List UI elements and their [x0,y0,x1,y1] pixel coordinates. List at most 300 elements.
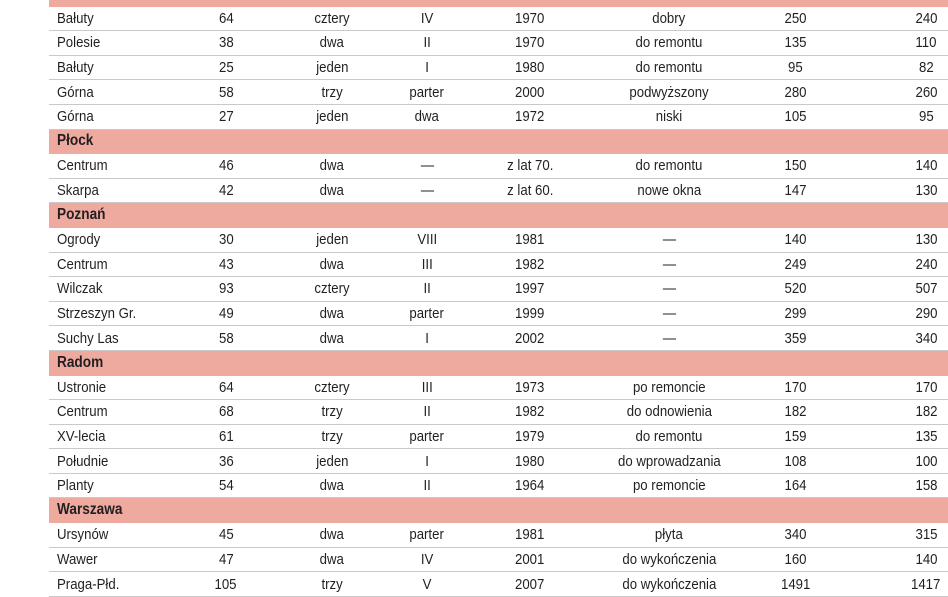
rooms-cell [275,301,389,326]
rooms-cell [275,375,389,400]
area-cell [177,104,275,129]
district-cell [49,252,177,277]
district-cell-text: Bałuty [57,9,94,27]
area-cell [177,80,275,105]
floor-cell-text: III [421,378,433,396]
condition-cell [595,154,743,179]
district-cell-text: Planty [57,477,94,495]
table-row [49,154,948,179]
price-cell-2 [848,277,948,302]
district-cell [49,473,177,498]
table-row [49,301,948,326]
year-cell-text: 1997 [515,280,545,298]
rooms-cell [275,227,389,252]
price-cell-2-text: 507 [915,280,938,298]
condition-cell-text: do remontu [635,157,703,175]
condition-cell [595,523,743,548]
year-cell [465,80,595,105]
price-cell [743,80,848,105]
area-cell [177,301,275,326]
floor-cell [389,473,465,498]
city-name: Płock [57,132,94,150]
district-cell [49,178,177,203]
price-cell-2-text: 260 [915,83,938,101]
price-cell-text: 160 [784,550,807,568]
rooms-cell-text: trzy [321,403,343,421]
rooms-cell-text: trzy [321,575,343,593]
price-cell-text: 95 [788,59,803,77]
floor-cell-text: I [425,329,429,347]
rooms-cell-text: dwa [319,329,345,347]
table-row [49,227,948,252]
year-cell [465,178,595,203]
price-cell-text: 182 [784,403,807,421]
area-cell-text: 36 [218,452,234,470]
city-name: Poznań [57,206,106,224]
floor-cell-text: II [423,34,431,52]
district-cell [49,55,177,80]
district-cell-text: Wawer [57,550,98,568]
condition-cell-text: po remoncie [632,378,706,396]
floor-cell [389,400,465,425]
price-cell-2-text: 130 [915,182,938,200]
floor-cell [389,277,465,302]
year-cell-text: 2002 [515,329,545,347]
condition-cell-text: do remontu [635,59,703,77]
price-cell-2-text: 82 [918,59,934,77]
table-row [49,523,948,548]
price-cell-2-text: 315 [915,526,938,544]
district-cell [49,301,177,326]
area-cell [177,523,275,548]
district-cell-text: Górna [57,108,94,126]
price-cell [743,55,848,80]
condition-cell [595,547,743,572]
condition-cell [595,104,743,129]
condition-cell-text: do wykończenia [622,550,716,568]
district-cell [49,154,177,179]
district-cell [49,104,177,129]
area-cell-text: 38 [218,34,234,52]
rooms-cell-text: dwa [319,305,345,323]
rooms-cell-text: dwa [319,477,345,495]
rooms-cell [275,55,389,80]
rooms-cell-text: dwa [319,526,345,544]
price-cell-text: 170 [784,378,807,396]
rooms-cell [275,523,389,548]
floor-cell [389,31,465,56]
condition-cell [595,178,743,203]
price-cell [743,473,848,498]
floor-cell [389,80,465,105]
area-cell [177,547,275,572]
rooms-cell [275,547,389,572]
price-cell-2-text: 100 [915,452,938,470]
table-row [49,31,948,56]
area-cell [177,31,275,56]
condition-cell-text: niski [655,108,683,126]
district-cell [49,227,177,252]
year-cell-text: 1970 [515,34,545,52]
area-cell-text: 54 [218,477,234,495]
table-row [49,55,948,80]
year-cell-text: 1981 [515,231,545,249]
rooms-cell-text: cztery [314,378,350,396]
year-cell-text: 1980 [515,452,545,470]
floor-cell [389,178,465,203]
floor-cell-text: parter [409,305,445,323]
floor-cell [389,252,465,277]
city-header-cell [49,350,948,375]
condition-cell-text: płyta [655,526,683,544]
floor-cell [389,326,465,351]
condition-cell-text: dobry [652,9,686,27]
table-row [49,80,948,105]
year-cell-text: 1982 [515,255,545,273]
condition-cell-text: — [662,231,676,249]
area-cell-text: 93 [218,280,234,298]
area-cell-text: 49 [218,305,234,323]
city-header-row [49,498,948,523]
floor-cell-text: IV [420,9,434,27]
year-cell-text: z lat 60. [506,182,554,200]
price-cell-text: 159 [784,427,807,445]
year-cell-text: 1972 [515,108,545,126]
city-name: Radom [57,353,104,371]
price-cell-text: 250 [784,9,807,27]
district-cell [49,547,177,572]
floor-cell-text: I [425,59,429,77]
condition-cell-text: do remontu [635,34,703,52]
condition-cell [595,301,743,326]
district-cell-text: Polesie [57,34,101,52]
apartment-price-table [49,0,948,597]
price-cell-text: 1491 [780,575,811,593]
rooms-cell-text: jeden [315,108,349,126]
district-cell-text: Górna [57,83,94,101]
condition-cell [595,473,743,498]
year-cell [465,301,595,326]
floor-cell-text: IV [420,550,434,568]
price-cell-2-text: 130 [915,231,938,249]
rooms-cell [275,277,389,302]
district-cell-text: Ursynów [57,526,109,544]
area-cell-text: 27 [218,108,234,126]
floor-cell-text: V [422,575,432,593]
price-cell-text: 147 [784,182,807,200]
price-cell-text: 164 [784,477,807,495]
area-cell [177,326,275,351]
price-cell [743,154,848,179]
rooms-cell-text: dwa [319,157,345,175]
condition-cell-text: po remoncie [632,477,706,495]
price-cell-2 [848,154,948,179]
rooms-cell-text: trzy [321,83,343,101]
rooms-cell [275,326,389,351]
price-cell-text: 135 [784,34,807,52]
condition-cell-text: do wykończenia [622,575,716,593]
year-cell-text: z lat 70. [506,157,554,175]
year-cell [465,154,595,179]
district-cell-text: Południe [57,452,109,470]
year-cell [465,473,595,498]
price-cell [743,31,848,56]
city-name: Warszawa [57,501,123,519]
year-cell [465,424,595,449]
floor-cell-text: parter [409,83,445,101]
area-cell-text: 61 [218,427,234,445]
floor-cell-text: III [421,255,433,273]
floor-cell-text: — [420,182,434,200]
floor-cell-text: parter [409,427,445,445]
year-cell [465,523,595,548]
price-cell-2 [848,227,948,252]
area-cell-text: 64 [218,9,234,27]
condition-cell [595,227,743,252]
year-cell-text: 1999 [515,305,545,323]
area-cell [177,154,275,179]
condition-cell [595,252,743,277]
area-cell [177,178,275,203]
district-cell [49,80,177,105]
condition-cell [595,277,743,302]
district-cell-text: Ogrody [57,231,101,249]
rooms-cell-text: trzy [321,427,343,445]
price-cell [743,6,848,31]
floor-cell [389,301,465,326]
price-cell [743,178,848,203]
floor-cell-text: VIII [417,231,437,249]
price-cell-2-text: 290 [915,305,938,323]
city-header-row [49,129,948,154]
rooms-cell [275,31,389,56]
floor-cell-text: I [425,452,429,470]
district-cell-text: Ustronie [57,378,107,396]
price-cell-2 [848,80,948,105]
year-cell-text: 1981 [515,526,545,544]
area-cell [177,6,275,31]
district-cell [49,326,177,351]
district-cell [49,277,177,302]
floor-cell [389,154,465,179]
floor-cell-text: II [423,403,431,421]
district-cell-text: Skarpa [57,182,99,200]
price-cell [743,424,848,449]
table-row [49,547,948,572]
table-row [49,104,948,129]
year-cell [465,252,595,277]
district-cell-text: Praga-Płd. [57,575,120,593]
price-cell-2 [848,424,948,449]
year-cell [465,400,595,425]
table-row [49,6,948,31]
rooms-cell-text: dwa [319,550,345,568]
price-cell-2-text: 182 [915,403,938,421]
year-cell-text: 1964 [515,477,545,495]
condition-cell [595,326,743,351]
price-cell [743,252,848,277]
floor-cell [389,523,465,548]
district-cell-text: Bałuty [57,59,94,77]
rooms-cell [275,104,389,129]
table-row [49,400,948,425]
price-cell-2-text: 110 [915,34,937,52]
year-cell-text: 2001 [515,550,545,568]
condition-cell [595,6,743,31]
year-cell [465,104,595,129]
price-cell-2-text: 140 [915,550,938,568]
price-cell [743,547,848,572]
floor-cell [389,227,465,252]
year-cell-text: 1973 [515,378,545,396]
condition-cell [595,400,743,425]
floor-cell-text: II [423,280,431,298]
area-cell-text: 42 [218,182,234,200]
rooms-cell [275,6,389,31]
city-header-cell [49,129,948,154]
price-cell [743,301,848,326]
price-cell-2 [848,6,948,31]
table-row [49,252,948,277]
year-cell-text: 1970 [515,9,545,27]
district-cell-text: Centrum [57,403,108,421]
condition-cell-text: — [662,329,676,347]
district-cell [49,375,177,400]
floor-cell-text: II [423,477,431,495]
floor-cell [389,6,465,31]
district-cell-text: Suchy Las [57,329,119,347]
condition-cell-text: do remontu [635,427,703,445]
rooms-cell [275,400,389,425]
condition-cell-text: — [662,305,676,323]
district-cell-text: Strzeszyn Gr. [57,305,137,323]
price-cell-2 [848,547,948,572]
district-cell-text: Wilczak [57,280,103,298]
district-cell [49,400,177,425]
area-cell-text: 58 [218,83,234,101]
year-cell [465,6,595,31]
area-cell-text: 30 [218,231,234,249]
price-cell-text: 359 [784,329,807,347]
city-header-row [49,203,948,228]
area-cell-text: 64 [218,378,234,396]
table-body [49,0,948,596]
table-row [49,424,948,449]
rooms-cell-text: cztery [314,9,350,27]
year-cell-text: 1979 [515,427,545,445]
table-row [49,449,948,474]
rooms-cell [275,424,389,449]
area-cell-text: 45 [218,526,234,544]
district-cell [49,449,177,474]
year-cell [465,227,595,252]
area-cell [177,375,275,400]
city-header-row [49,350,948,375]
floor-cell-text: — [420,157,434,175]
price-cell-2 [848,104,948,129]
year-cell-text: 1982 [515,403,545,421]
area-cell-text: 46 [218,157,234,175]
price-cell-text: 299 [784,305,807,323]
city-name [57,0,89,3]
price-cell-2-text: 158 [915,477,938,495]
price-cell [743,277,848,302]
price-cell-2 [848,473,948,498]
district-cell [49,424,177,449]
price-cell-2-text: 95 [918,108,934,126]
area-cell [177,252,275,277]
price-cell-text: 340 [784,526,807,544]
area-cell [177,55,275,80]
price-cell-2 [848,449,948,474]
price-cell-2-text: 135 [915,427,938,445]
price-cell-2-text: 1417 [911,575,941,593]
floor-cell-text: dwa [414,108,440,126]
rooms-cell-text: dwa [319,255,345,273]
floor-cell [389,424,465,449]
price-cell [743,400,848,425]
rooms-cell [275,178,389,203]
price-cell-text: 249 [784,255,807,273]
year-cell [465,31,595,56]
year-cell [465,375,595,400]
floor-cell [389,104,465,129]
price-cell-2 [848,55,948,80]
price-cell-2-text: 140 [915,157,938,175]
city-header-cell [49,498,948,523]
area-cell [177,424,275,449]
price-cell [743,375,848,400]
district-cell [49,6,177,31]
condition-cell [595,80,743,105]
condition-cell [595,31,743,56]
area-cell [177,449,275,474]
area-cell [177,400,275,425]
district-cell [49,523,177,548]
condition-cell [595,424,743,449]
price-cell-2 [848,178,948,203]
price-cell [743,227,848,252]
district-cell-text: Centrum [57,157,108,175]
condition-cell-text: — [662,280,676,298]
rooms-cell [275,473,389,498]
floor-cell [389,449,465,474]
area-cell [177,473,275,498]
table-row [49,473,948,498]
year-cell [465,326,595,351]
area-cell [177,227,275,252]
price-cell-text: 140 [784,231,807,249]
price-cell [743,523,848,548]
district-cell-text: XV-lecia [57,427,106,445]
price-cell-2-text: 240 [915,255,938,273]
price-cell-text: 108 [784,452,807,470]
rooms-cell-text: cztery [314,280,350,298]
floor-cell [389,55,465,80]
year-cell [465,55,595,80]
rooms-cell-text: dwa [319,34,345,52]
condition-cell-text: — [662,255,676,273]
price-cell [743,104,848,129]
price-cell-2-text: 240 [915,9,938,27]
rooms-cell [275,154,389,179]
table-row [49,277,948,302]
price-cell-2 [848,301,948,326]
area-cell-text: 25 [218,59,234,77]
rooms-cell-text: dwa [319,182,345,200]
rooms-cell [275,252,389,277]
floor-cell [389,547,465,572]
